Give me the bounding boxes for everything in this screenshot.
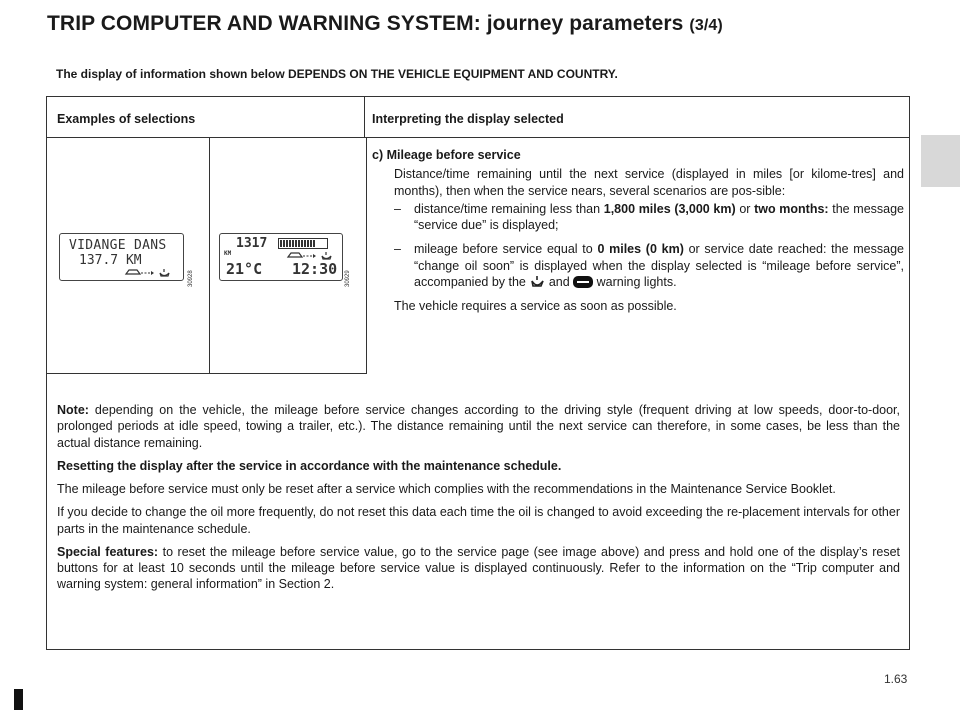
examples-divider (209, 137, 210, 373)
oil-can-icon (529, 275, 545, 289)
page-number: 1.63 (884, 672, 908, 686)
section-heading: c) Mileage before service (372, 148, 521, 162)
page-title (47, 12, 723, 36)
service-asap: The vehicle requires a service as soon as possible. (394, 299, 677, 313)
title-part: (3/4) (689, 17, 723, 34)
display-example-1 (59, 233, 184, 281)
display1-ref: 30928 (188, 270, 194, 287)
special-paragraph: Special features: to reset the mileage before service value, go to the service page (see image above) and press and hold one of the display’s reset buttons for at least 10 seconds until the mileage before service value is displayed continuously. Refer to the information on the “Trip computer and warning system: general information” in Section 2. (57, 544, 900, 592)
corner-mark (14, 689, 23, 710)
col2-header: Interpreting the display selected (372, 112, 564, 126)
interpretation-text (372, 147, 904, 314)
display1-line1: VIDANGE DANS (69, 238, 167, 253)
intro-text: The display of information shown below DEPENDS ON THE VEHICLE EQUIPMENT AND COUNTRY. (56, 67, 618, 81)
reset-heading: Resetting the display after the service in accordance with the maintenance schedule. (57, 458, 562, 473)
oil-paragraph: If you decide to change the oil more frequently, do not reset this data each time the oil is changed to avoid exceeding the re-placement intervals for other parts in the maintenance schedule. (57, 505, 900, 536)
display-examples (47, 137, 367, 374)
display2-temperature: 21°C (226, 260, 263, 278)
fuel-gauge-fill (280, 240, 316, 247)
display2-odometer: 1317 (236, 236, 268, 251)
wrench-icon (573, 276, 593, 288)
note-paragraph: Note: depending on the vehicle, the mileage before service changes according to the driving style (frequent driving at low speeds, door-to-door, prolonged periods at idle speed, towing a trailer, etc.). The distance remaining until the next service can therefore, in some cases, be less than the actual distance remaining. (57, 403, 900, 450)
title-main: TRIP COMPUTER AND WARNING SYSTEM: journey parameters (47, 12, 684, 35)
display-example-2 (219, 233, 343, 281)
col1-header: Examples of selections (57, 112, 196, 126)
reset-paragraph: The mileage before service must only be reset after a service which complies with the recommendations in the Maintenance Service Booklet. (57, 482, 836, 496)
intro-paragraph: Distance/time remaining until the next service (displayed in miles [or kilome-tres] and months), then when the service nears, several scenarios are pos-sible: (394, 167, 904, 198)
display1-line2: 137.7 KM (79, 253, 142, 268)
notes-section (57, 402, 900, 600)
service-car-icon-2 (286, 249, 338, 260)
header-divider (364, 97, 365, 137)
display2-km-label: KM (224, 250, 232, 257)
bullet-1: – distance/time remaining less than 1,800 miles (3,000 km) or two months: the message “service due” is displayed; (394, 201, 905, 232)
bullet-2: – mileage before service equal to 0 miles (0 km) or service date reached: the message “change oil soon” is displayed when the display selected is “mileage before service”, accompanied by the and warning lights. (394, 242, 904, 289)
display2-clock: 12:30 (292, 260, 338, 278)
service-car-icon (124, 266, 176, 278)
fuel-gauge (278, 238, 328, 249)
info-table (46, 96, 910, 650)
display2-ref: 30929 (345, 270, 351, 287)
section-tab (921, 135, 960, 187)
